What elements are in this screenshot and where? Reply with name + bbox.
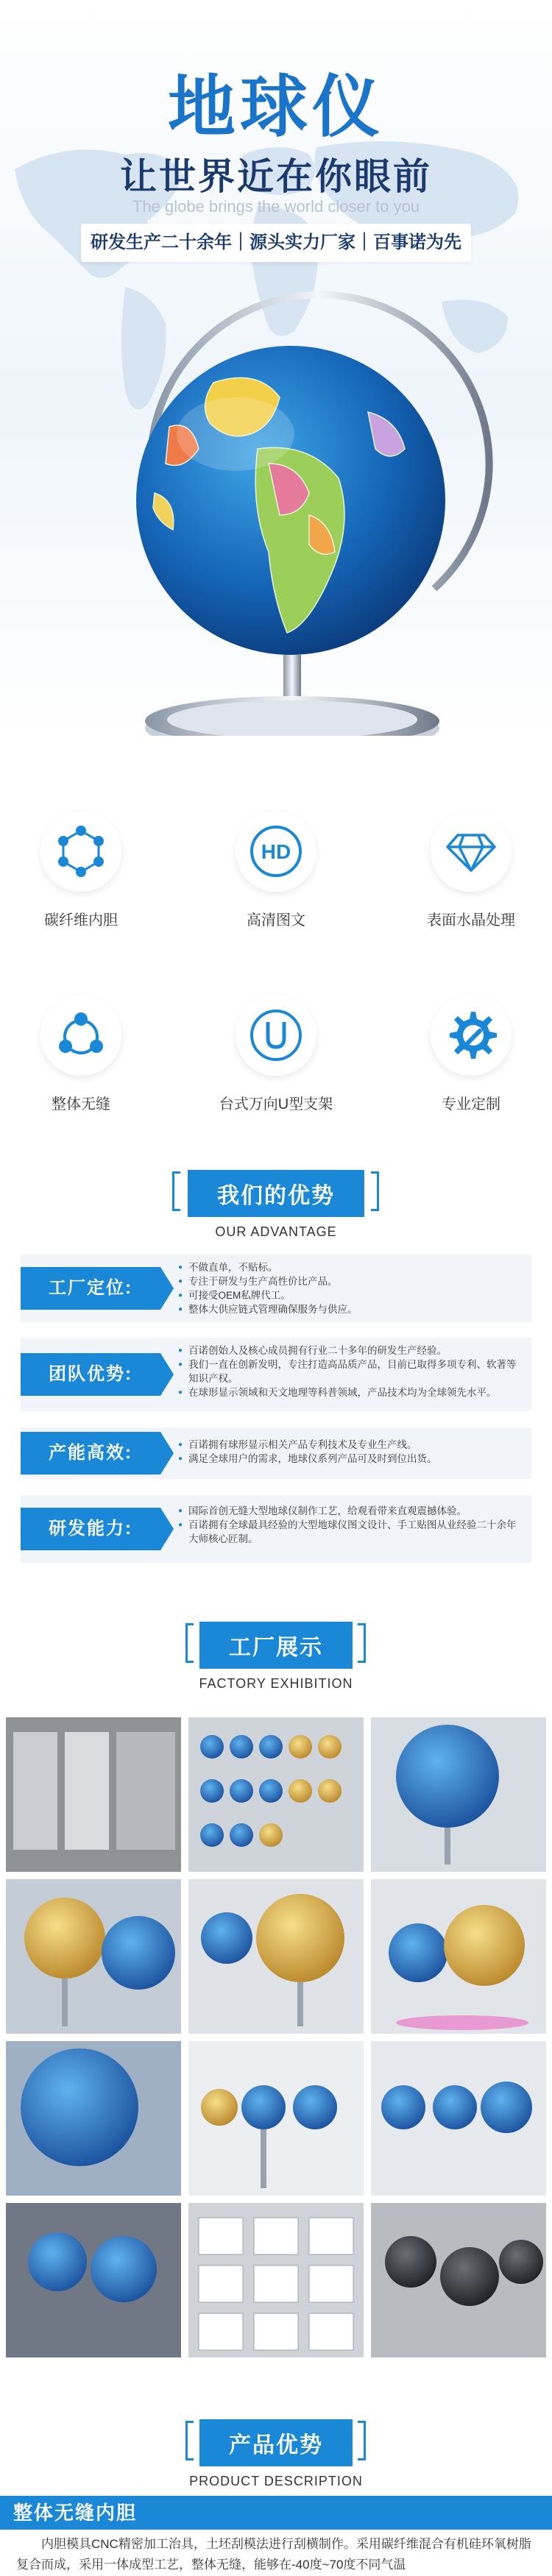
bracket-left: [185, 1623, 194, 1663]
advantage-tag: 研发能力:: [21, 1508, 160, 1550]
feature-crystal-surface: [412, 811, 530, 929]
u-letter-icon: [247, 1006, 305, 1065]
globe-image: [88, 280, 500, 736]
advantage-item: ● 专注于研发与生产高性价比产品。: [178, 1274, 521, 1288]
factory-photo-floor-globe-blue: [371, 1717, 546, 1872]
hd-icon: [247, 822, 305, 881]
factory-photo-floor-globes-row: [188, 1879, 364, 2034]
bracket-right: [358, 1623, 366, 1663]
advantage-item: ● 满足全球用户的需求，地球仪系列产品可及时到位出货。: [178, 1452, 521, 1466]
factory-photo-grid: [6, 1717, 546, 2365]
hero-banner: [0, 0, 552, 736]
advantage-tag: 工厂定位:: [21, 1267, 160, 1310]
bracket-left: [185, 2421, 194, 2460]
feature-hd-graphics: [217, 811, 335, 929]
advantage-item: ● 整体大供应链式管理确保服务与供应。: [178, 1302, 521, 1316]
cycle-nodes-icon: [52, 1006, 110, 1065]
product-strip-title: 整体无缝内胆: [13, 2502, 138, 2524]
feature-seamless: [22, 995, 140, 1113]
advantage-row-factory: [21, 1255, 531, 1322]
hero-title: 地球仪: [167, 70, 384, 145]
factory-photo-floor-globe-gold: [371, 1879, 546, 2034]
advantage-row-team: [21, 1338, 531, 1411]
hero-english: The globe brings the world closer to you: [132, 197, 420, 216]
advantage-title: 我们的优势: [188, 1170, 364, 1217]
bracket-right: [358, 2421, 366, 2460]
feature-label: 碳纤维内胆: [44, 912, 118, 929]
feature-custom: [412, 995, 530, 1113]
advantage-item: ● 国际首创无缝大型地球仪制作工艺，给观看带来直观震撼体验。: [178, 1504, 521, 1518]
feature-label: 专业定制: [442, 1096, 500, 1113]
advantage-row-rnd: [21, 1495, 531, 1563]
bracket-left: [172, 1171, 180, 1211]
factory-photo-globe-stand-blue: [188, 2041, 364, 2196]
feature-label: 整体无缝: [52, 1096, 110, 1113]
advantage-row-capacity: [21, 1427, 531, 1479]
advantage-item: ● 不做直单，不贴标。: [178, 1260, 521, 1274]
factory-photo-globe-lineup: [371, 2041, 546, 2196]
advantage-english: OUR ADVANTAGE: [215, 1224, 337, 1239]
factory-photo-globe-shelves: [188, 1717, 364, 1872]
advantage-item: ● 百诺拥有全球最具经验的大型地球仪图文设计、手工贴图从业经验二十余年大师核心匠制。: [178, 1518, 521, 1546]
factory-english: FACTORY EXHIBITION: [199, 1676, 353, 1691]
factory-photo-workshop-panels: [6, 1717, 181, 1872]
advantage-item: ● 百诺拥有球形显示相关产品专利技术及专业生产线。: [178, 1438, 521, 1452]
product-description: 内胆模具CNC精密加工治具，土坯刮模法进行刮横制作。采用碳纤维混合有机硅环氧树脂复合而成，采用一体成型工艺，整体无缝，能够在-40度~70度不同气温: [16, 2537, 531, 2572]
feature-carbon-fiber: [22, 811, 140, 929]
advantage-tag: 产能高效:: [21, 1432, 160, 1475]
diamond-icon: [442, 822, 500, 881]
feature-label: 台式万向U型支架: [219, 1096, 333, 1113]
feature-label: 高清图文: [247, 912, 305, 929]
product-title: 产品优势: [199, 2419, 353, 2466]
svg-text:HD: HD: [261, 840, 291, 863]
advantage-item: ● 在球形显示领域和天文地理等科普领域，产品技术均为全球领先水平。: [178, 1385, 521, 1399]
factory-photo-globe-closeup: [6, 2203, 181, 2357]
hero-subtitle: 让世界近在你眼前: [120, 156, 432, 197]
factory-photo-black-globes: [371, 2203, 546, 2357]
bracket-right: [371, 1171, 379, 1211]
factory-photo-gift-boxes: [188, 2203, 364, 2357]
product-english: PRODUCT DESCRIPTION: [189, 2474, 363, 2488]
product-strip: [0, 2496, 552, 2530]
advantage-heading: [0, 1170, 552, 1240]
factory-photo-desk-globes: [6, 2041, 181, 2196]
factory-title: 工厂展示: [199, 1622, 353, 1669]
hero-tagline: 研发生产二十余年｜源头实力厂家｜百事诺为先: [81, 224, 471, 262]
feature-label: 表面水晶处理: [427, 912, 515, 929]
advantage-item: ● 可接受OEM私牌代工。: [178, 1288, 521, 1302]
gear-wrench-icon: [442, 1006, 500, 1065]
product-heading: [0, 2419, 552, 2489]
network-nodes-icon: [52, 822, 110, 881]
advantage-item: ● 我们一直在创新发明，专注打造高品质产品，目前已取得多项专利、软著等知识产权。: [178, 1358, 521, 1385]
factory-photo-golden-globes: [6, 1879, 181, 2034]
advantage-item: ● 百诺创始人及核心成员拥有行业二十多年的研发生产经验。: [178, 1344, 521, 1358]
factory-heading: [0, 1622, 552, 1692]
feature-u-stand: [217, 995, 335, 1113]
advantage-tag: 团队优势:: [21, 1353, 160, 1396]
